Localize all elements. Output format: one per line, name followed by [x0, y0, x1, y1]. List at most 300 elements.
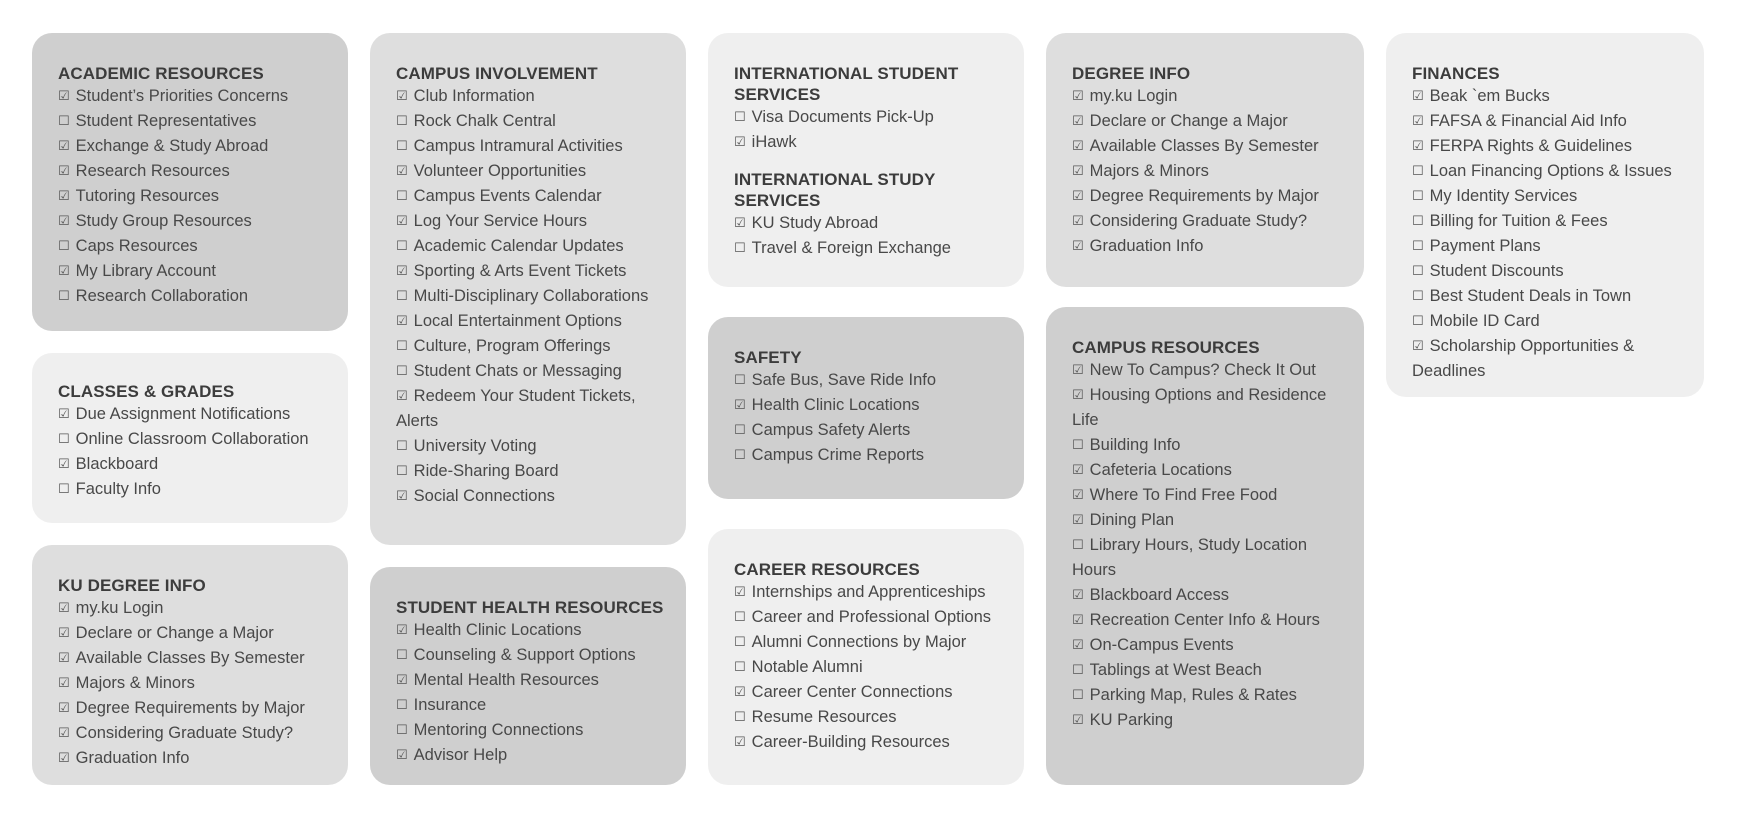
- item-label: Tutoring Resources: [75, 187, 220, 205]
- list-item: [1412, 184, 1690, 209]
- list-item: [1072, 383, 1350, 433]
- checked-box-icon: ☑: [734, 397, 746, 412]
- list-item: [396, 484, 672, 509]
- card-title: STUDENT HEALTH RESOURCES: [396, 598, 664, 617]
- list-item: [734, 211, 1010, 236]
- list-item: [1412, 259, 1690, 284]
- unchecked-box-icon: ☐: [734, 240, 746, 255]
- checked-box-icon: ☑: [58, 675, 70, 690]
- list-item: [396, 209, 672, 234]
- checked-box-icon: ☑: [396, 388, 408, 403]
- item-label: Degree Requirements by Major: [75, 699, 305, 717]
- list-item: [1072, 683, 1350, 708]
- item-label: University Voting: [413, 437, 537, 455]
- list-item: [58, 109, 334, 134]
- item-label: Loan Financing Options & Issues: [1429, 162, 1672, 180]
- checked-box-icon: ☑: [58, 456, 70, 471]
- unchecked-box-icon: ☐: [58, 431, 70, 446]
- list-item: [1412, 109, 1690, 134]
- unchecked-box-icon: ☐: [1072, 437, 1084, 452]
- list-item: [734, 605, 1010, 630]
- card-title: CAMPUS RESOURCES: [1072, 338, 1260, 357]
- item-list: [734, 211, 1010, 261]
- item-label: Majors & Minors: [1089, 162, 1209, 180]
- section-international-study-services: [734, 169, 1010, 261]
- item-label: Culture, Program Offerings: [413, 337, 611, 355]
- list-item: [734, 680, 1010, 705]
- unchecked-box-icon: ☐: [734, 634, 746, 649]
- item-label: Online Classroom Collaboration: [75, 430, 309, 448]
- item-label: New To Campus? Check It Out: [1089, 361, 1316, 379]
- list-item: [734, 443, 1010, 468]
- item-label: Student Discounts: [1429, 262, 1564, 280]
- unchecked-box-icon: ☐: [1412, 288, 1424, 303]
- list-item: [58, 596, 334, 621]
- checked-box-icon: ☑: [1072, 637, 1084, 652]
- list-item: [58, 184, 334, 209]
- list-item: [396, 84, 672, 109]
- list-item: [58, 159, 334, 184]
- unchecked-box-icon: ☐: [58, 288, 70, 303]
- list-item: [1072, 209, 1350, 234]
- checked-box-icon: ☑: [1072, 587, 1084, 602]
- list-item: [396, 743, 672, 768]
- list-item: [396, 159, 672, 184]
- checked-box-icon: ☑: [1412, 138, 1424, 153]
- list-item: [1072, 159, 1350, 184]
- checked-box-icon: ☑: [396, 163, 408, 178]
- card-finances: [1386, 33, 1704, 397]
- list-item: [396, 668, 672, 693]
- unchecked-box-icon: ☐: [396, 438, 408, 453]
- list-item: [58, 621, 334, 646]
- item-label: Recreation Center Info & Hours: [1089, 611, 1320, 629]
- item-label: Mental Health Resources: [413, 671, 599, 689]
- list-item: [396, 334, 672, 359]
- item-label: Research Collaboration: [75, 287, 249, 305]
- item-label: Campus Crime Reports: [751, 446, 925, 464]
- item-label: Student Representatives: [75, 112, 257, 130]
- item-label: Best Student Deals in Town: [1429, 287, 1632, 305]
- item-label: Redeem Your Student Tickets, Alerts: [396, 387, 636, 430]
- list-item: [396, 234, 672, 259]
- checked-box-icon: ☑: [1072, 487, 1084, 502]
- card-international-services: [708, 33, 1024, 287]
- checked-box-icon: ☑: [58, 213, 70, 228]
- card-title: SAFETY: [734, 348, 802, 367]
- unchecked-box-icon: ☐: [396, 138, 408, 153]
- card-ku-degree-info: [32, 545, 348, 785]
- checked-box-icon: ☑: [1412, 88, 1424, 103]
- card-student-health-resources: [370, 567, 686, 785]
- list-item: [734, 730, 1010, 755]
- item-label: Visa Documents Pick-Up: [751, 108, 934, 126]
- item-label: Tablings at West Beach: [1089, 661, 1262, 679]
- unchecked-box-icon: ☐: [734, 709, 746, 724]
- item-label: My Library Account: [75, 262, 216, 280]
- item-label: Library Hours, Study Location Hours: [1072, 536, 1308, 579]
- item-label: Considering Graduate Study?: [75, 724, 294, 742]
- item-label: Study Group Resources: [75, 212, 252, 230]
- item-label: Counseling & Support Options: [413, 646, 636, 664]
- item-label: Rock Chalk Central: [413, 112, 556, 130]
- checked-box-icon: ☑: [396, 747, 408, 762]
- item-label: Housing Options and Residence Life: [1072, 386, 1327, 429]
- checked-box-icon: ☑: [734, 734, 746, 749]
- checked-box-icon: ☑: [58, 163, 70, 178]
- checked-box-icon: ☑: [58, 88, 70, 103]
- list-item: [58, 234, 334, 259]
- unchecked-box-icon: ☐: [734, 447, 746, 462]
- list-item: [58, 746, 334, 771]
- list-item: [396, 434, 672, 459]
- checked-box-icon: ☑: [58, 263, 70, 278]
- section-title: INTERNATIONAL STUDENT SERVICES: [734, 64, 959, 104]
- item-label: Ride-Sharing Board: [413, 462, 559, 480]
- item-label: FERPA Rights & Guidelines: [1429, 137, 1633, 155]
- list-item: [58, 721, 334, 746]
- list-item: [58, 427, 334, 452]
- unchecked-box-icon: ☐: [1412, 188, 1424, 203]
- card-title: ACADEMIC RESOURCES: [58, 64, 264, 83]
- checked-box-icon: ☑: [396, 488, 408, 503]
- unchecked-box-icon: ☐: [734, 609, 746, 624]
- unchecked-box-icon: ☐: [396, 697, 408, 712]
- item-label: Mentoring Connections: [413, 721, 584, 739]
- checked-box-icon: ☑: [58, 650, 70, 665]
- unchecked-box-icon: ☐: [734, 372, 746, 387]
- list-item: [58, 646, 334, 671]
- unchecked-box-icon: ☐: [1412, 238, 1424, 253]
- unchecked-box-icon: ☐: [58, 481, 70, 496]
- card-degree-info: [1046, 33, 1364, 287]
- checked-box-icon: ☑: [396, 622, 408, 637]
- checked-box-icon: ☑: [396, 88, 408, 103]
- section-international-student-services: [734, 63, 1010, 155]
- item-label: Academic Calendar Updates: [413, 237, 624, 255]
- card-academic-resources: [32, 33, 348, 331]
- unchecked-box-icon: ☐: [1072, 537, 1084, 552]
- unchecked-box-icon: ☐: [396, 363, 408, 378]
- list-item: [1412, 209, 1690, 234]
- item-label: Due Assignment Notifications: [75, 405, 291, 423]
- item-label: Alumni Connections by Major: [751, 633, 967, 651]
- card-safety: [708, 317, 1024, 499]
- list-item: [396, 693, 672, 718]
- item-label: Cafeteria Locations: [1089, 461, 1232, 479]
- checked-box-icon: ☑: [1072, 512, 1084, 527]
- card-classes-grades: [32, 353, 348, 523]
- item-list: [58, 84, 334, 309]
- item-label: Majors & Minors: [75, 674, 195, 692]
- item-label: Considering Graduate Study?: [1089, 212, 1308, 230]
- list-item: [1072, 134, 1350, 159]
- item-label: Resume Resources: [751, 708, 897, 726]
- list-item: [734, 705, 1010, 730]
- item-list: [396, 618, 672, 768]
- list-item: [1412, 84, 1690, 109]
- checked-box-icon: ☑: [58, 750, 70, 765]
- item-label: Local Entertainment Options: [413, 312, 622, 330]
- list-item: [396, 259, 672, 284]
- item-label: Degree Requirements by Major: [1089, 187, 1319, 205]
- card-campus-involvement: [370, 33, 686, 545]
- item-label: Declare or Change a Major: [75, 624, 274, 642]
- item-label: Blackboard: [75, 455, 159, 473]
- checked-box-icon: ☑: [1412, 338, 1424, 353]
- list-item: [734, 580, 1010, 605]
- item-label: Graduation Info: [1089, 237, 1204, 255]
- item-label: Volunteer Opportunities: [413, 162, 587, 180]
- checked-box-icon: ☑: [734, 134, 746, 149]
- item-label: Advisor Help: [413, 746, 508, 764]
- list-item: [1412, 309, 1690, 334]
- list-item: [396, 309, 672, 334]
- item-label: My Identity Services: [1429, 187, 1578, 205]
- checked-box-icon: ☑: [58, 138, 70, 153]
- unchecked-box-icon: ☐: [396, 338, 408, 353]
- item-list: [58, 596, 334, 771]
- checked-box-icon: ☑: [1072, 113, 1084, 128]
- list-item: [734, 418, 1010, 443]
- checked-box-icon: ☑: [58, 188, 70, 203]
- list-item: [1072, 358, 1350, 383]
- unchecked-box-icon: ☐: [1072, 662, 1084, 677]
- list-item: [396, 459, 672, 484]
- checked-box-icon: ☑: [58, 625, 70, 640]
- list-item: [58, 259, 334, 284]
- item-label: Dining Plan: [1089, 511, 1175, 529]
- checked-box-icon: ☑: [396, 313, 408, 328]
- list-item: [1072, 708, 1350, 733]
- list-item: [58, 452, 334, 477]
- list-item: [1072, 458, 1350, 483]
- checked-box-icon: ☑: [1072, 138, 1084, 153]
- item-label: Caps Resources: [75, 237, 198, 255]
- item-list: [1072, 84, 1350, 259]
- unchecked-box-icon: ☐: [1412, 213, 1424, 228]
- item-label: Faculty Info: [75, 480, 161, 498]
- checked-box-icon: ☑: [1072, 612, 1084, 627]
- item-label: On-Campus Events: [1089, 636, 1234, 654]
- unchecked-box-icon: ☐: [396, 647, 408, 662]
- card-title: CAMPUS INVOLVEMENT: [396, 64, 598, 83]
- list-item: [1072, 84, 1350, 109]
- item-label: my.ku Login: [1089, 87, 1178, 105]
- item-label: Blackboard Access: [1089, 586, 1230, 604]
- unchecked-box-icon: ☐: [734, 109, 746, 124]
- checked-box-icon: ☑: [1412, 113, 1424, 128]
- item-label: Declare or Change a Major: [1089, 112, 1288, 130]
- unchecked-box-icon: ☐: [1412, 263, 1424, 278]
- card-campus-resources: [1046, 307, 1364, 785]
- list-item: [58, 671, 334, 696]
- checked-box-icon: ☑: [1072, 238, 1084, 253]
- unchecked-box-icon: ☐: [1072, 687, 1084, 702]
- item-label: Multi-Disciplinary Collaborations: [413, 287, 649, 305]
- checked-box-icon: ☑: [1072, 213, 1084, 228]
- unchecked-box-icon: ☐: [396, 113, 408, 128]
- checked-box-icon: ☑: [734, 584, 746, 599]
- list-item: [734, 236, 1010, 261]
- list-item: [1072, 508, 1350, 533]
- list-item: [1412, 334, 1690, 384]
- item-label: Student Chats or Messaging: [413, 362, 622, 380]
- list-item: [734, 655, 1010, 680]
- item-label: Beak `em Bucks: [1429, 87, 1550, 105]
- list-item: [734, 393, 1010, 418]
- unchecked-box-icon: ☐: [734, 659, 746, 674]
- item-label: Career Center Connections: [751, 683, 953, 701]
- item-label: Billing for Tuition & Fees: [1429, 212, 1608, 230]
- list-item: [1072, 109, 1350, 134]
- unchecked-box-icon: ☐: [58, 238, 70, 253]
- list-item: [734, 368, 1010, 393]
- list-item: [396, 384, 672, 434]
- checked-box-icon: ☑: [1072, 163, 1084, 178]
- item-label: Internships and Apprenticeships: [751, 583, 986, 601]
- item-label: iHawk: [751, 133, 797, 151]
- item-list: [396, 84, 672, 509]
- card-title: CAREER RESOURCES: [734, 560, 920, 579]
- card-title: DEGREE INFO: [1072, 64, 1191, 83]
- unchecked-box-icon: ☐: [58, 113, 70, 128]
- list-item: [58, 402, 334, 427]
- item-label: Log Your Service Hours: [413, 212, 588, 230]
- list-item: [734, 130, 1010, 155]
- item-list: [734, 580, 1010, 755]
- item-label: Notable Alumni: [751, 658, 863, 676]
- item-label: Available Classes By Semester: [1089, 137, 1319, 155]
- item-label: my.ku Login: [75, 599, 164, 617]
- card-career-resources: [708, 529, 1024, 785]
- card-title: CLASSES & GRADES: [58, 382, 235, 401]
- list-item: [58, 477, 334, 502]
- item-label: Mobile ID Card: [1429, 312, 1540, 330]
- item-label: Payment Plans: [1429, 237, 1541, 255]
- list-item: [58, 134, 334, 159]
- list-item: [396, 643, 672, 668]
- unchecked-box-icon: ☐: [1412, 313, 1424, 328]
- item-label: Campus Intramural Activities: [413, 137, 623, 155]
- item-label: Campus Safety Alerts: [751, 421, 911, 439]
- list-item: [58, 284, 334, 309]
- list-item: [734, 105, 1010, 130]
- list-item: [58, 84, 334, 109]
- card-title: KU DEGREE INFO: [58, 576, 206, 595]
- checked-box-icon: ☑: [58, 700, 70, 715]
- checked-box-icon: ☑: [1072, 462, 1084, 477]
- list-item: [1072, 608, 1350, 633]
- list-item: [1412, 134, 1690, 159]
- item-label: Sporting & Arts Event Tickets: [413, 262, 627, 280]
- list-item: [1412, 234, 1690, 259]
- checked-box-icon: ☑: [1072, 712, 1084, 727]
- list-item: [58, 696, 334, 721]
- item-label: Scholarship Opportunities & Deadlines: [1412, 337, 1635, 380]
- checked-box-icon: ☑: [58, 406, 70, 421]
- item-label: Travel & Foreign Exchange: [751, 239, 951, 257]
- checked-box-icon: ☑: [1072, 188, 1084, 203]
- item-label: Parking Map, Rules & Rates: [1089, 686, 1297, 704]
- list-item: [1072, 234, 1350, 259]
- item-label: Where To Find Free Food: [1089, 486, 1278, 504]
- item-label: Student’s Priorities Concerns: [75, 87, 289, 105]
- list-item: [1072, 483, 1350, 508]
- list-item: [396, 109, 672, 134]
- unchecked-box-icon: ☐: [396, 188, 408, 203]
- item-label: Research Resources: [75, 162, 230, 180]
- checked-box-icon: ☑: [396, 672, 408, 687]
- list-item: [1072, 533, 1350, 583]
- item-label: KU Study Abroad: [751, 214, 879, 232]
- unchecked-box-icon: ☐: [396, 722, 408, 737]
- list-item: [1072, 658, 1350, 683]
- item-label: Insurance: [413, 696, 487, 714]
- checked-box-icon: ☑: [734, 215, 746, 230]
- checked-box-icon: ☑: [1072, 387, 1084, 402]
- item-label: Safe Bus, Save Ride Info: [751, 371, 937, 389]
- checked-box-icon: ☑: [1072, 88, 1084, 103]
- list-item: [734, 630, 1010, 655]
- section-title: INTERNATIONAL STUDY SERVICES: [734, 170, 936, 210]
- list-item: [396, 618, 672, 643]
- item-label: Club Information: [413, 87, 535, 105]
- list-item: [1072, 583, 1350, 608]
- item-label: Social Connections: [413, 487, 555, 505]
- list-item: [1412, 284, 1690, 309]
- list-item: [1072, 633, 1350, 658]
- item-list: [734, 368, 1010, 468]
- unchecked-box-icon: ☐: [396, 463, 408, 478]
- checked-box-icon: ☑: [58, 725, 70, 740]
- list-item: [396, 359, 672, 384]
- item-label: Career-Building Resources: [751, 733, 950, 751]
- item-label: Building Info: [1089, 436, 1181, 454]
- list-item: [1412, 159, 1690, 184]
- checked-box-icon: ☑: [396, 213, 408, 228]
- item-label: Exchange & Study Abroad: [75, 137, 269, 155]
- list-item: [58, 209, 334, 234]
- checked-box-icon: ☑: [1072, 362, 1084, 377]
- item-label: Health Clinic Locations: [751, 396, 920, 414]
- item-label: Campus Events Calendar: [413, 187, 602, 205]
- item-list: [1072, 358, 1350, 733]
- card-title: FINANCES: [1412, 64, 1500, 83]
- list-item: [396, 284, 672, 309]
- unchecked-box-icon: ☐: [1412, 163, 1424, 178]
- unchecked-box-icon: ☐: [396, 288, 408, 303]
- list-item: [396, 184, 672, 209]
- item-label: FAFSA & Financial Aid Info: [1429, 112, 1627, 130]
- item-label: Graduation Info: [75, 749, 190, 767]
- item-list: [58, 402, 334, 502]
- item-label: KU Parking: [1089, 711, 1174, 729]
- checked-box-icon: ☑: [396, 263, 408, 278]
- list-item: [1072, 184, 1350, 209]
- checked-box-icon: ☑: [58, 600, 70, 615]
- checked-box-icon: ☑: [734, 684, 746, 699]
- item-label: Career and Professional Options: [751, 608, 992, 626]
- item-list: [734, 105, 1010, 155]
- unchecked-box-icon: ☐: [396, 238, 408, 253]
- unchecked-box-icon: ☐: [734, 422, 746, 437]
- item-label: Health Clinic Locations: [413, 621, 582, 639]
- list-item: [1072, 433, 1350, 458]
- list-item: [396, 718, 672, 743]
- item-label: Available Classes By Semester: [75, 649, 305, 667]
- item-list: [1412, 84, 1690, 384]
